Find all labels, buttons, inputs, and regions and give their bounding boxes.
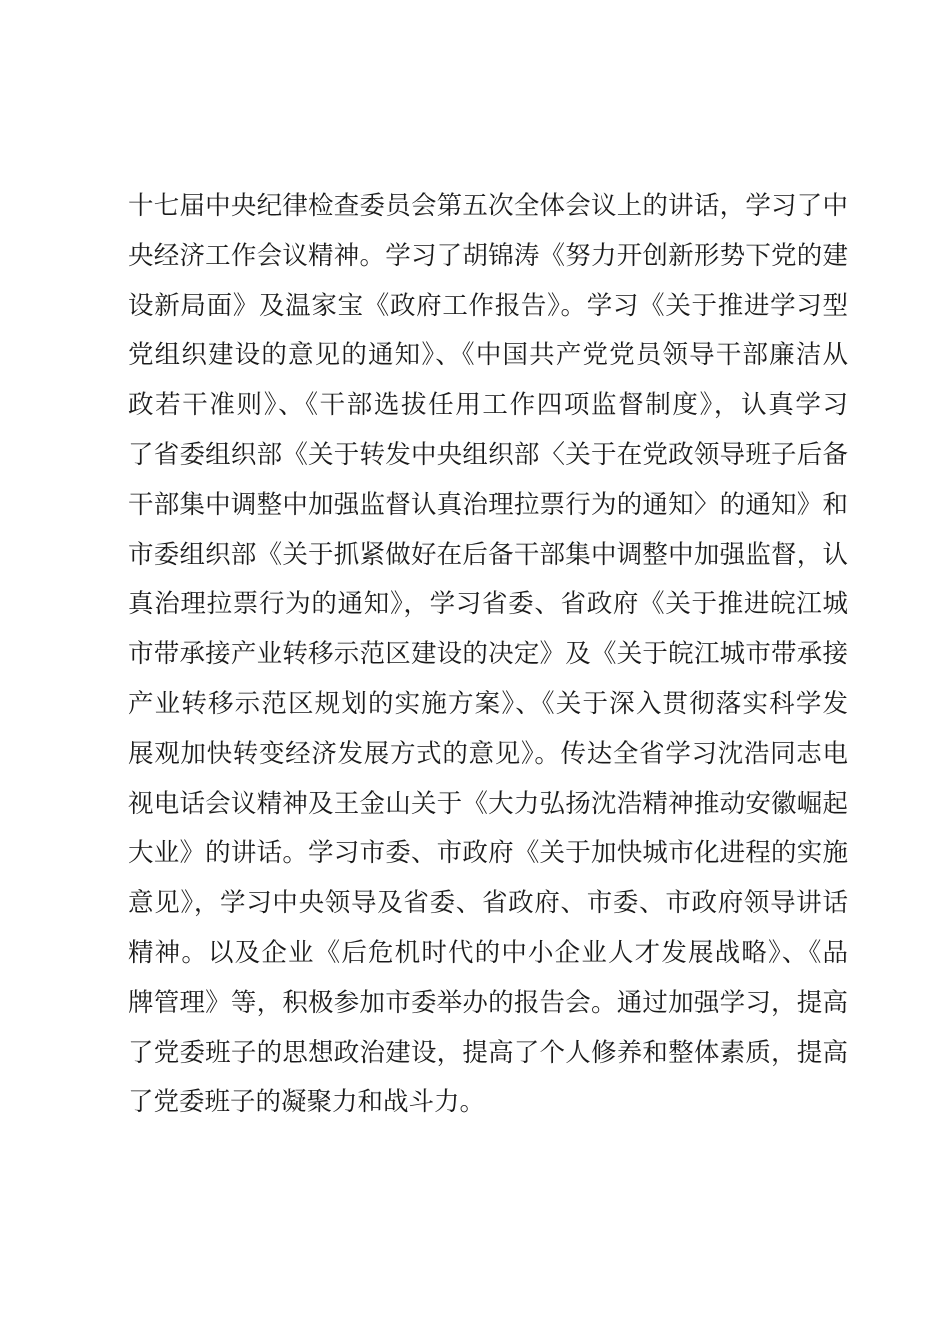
paragraph-line-14: 大业》的讲话。学习市委、市政府《关于加快城市化进程的实施 [128, 838, 848, 869]
paragraph-line-9: 真治理拉票行为的通知》，学习省委、省政府《关于推进皖江城 [128, 589, 848, 620]
paragraph-line-5: 政若干准则》、《干部选拔任用工作四项监督制度》，认真学习 [128, 390, 848, 421]
paragraph-line-1: 十七届中央纪律检查委员会第五次全体会议上的讲话，学习了中 [128, 191, 848, 221]
paragraph-line-18: 了党委班子的思想政治建设，提高了个人修养和整体素质，提高 [128, 1037, 848, 1068]
paragraph-line-15: 意见》，学习中央领导及省委、省政府、市委、市政府领导讲话 [128, 888, 848, 919]
paragraph-line-2: 央经济工作会议精神。学习了胡锦涛《努力开创新形势下党的建 [128, 240, 848, 271]
body-paragraph [128, 182, 848, 1128]
paragraph-line-6: 了省委组织部《关于转发中央组织部〈关于在党政领导班子后备 [128, 439, 848, 470]
paragraph-line-16: 精神。以及企业《后危机时代的中小企业人才发展战略》、《品 [128, 937, 848, 968]
paragraph-line-8: 市委组织部《关于抓紧做好在后备干部集中调整中加强监督，认 [128, 539, 848, 570]
paragraph-line-12: 展观加快转变经济发展方式的意见》。传达全省学习沈浩同志电 [128, 738, 848, 769]
paragraph-line-10: 市带承接产业转移示范区建设的决定》及《关于皖江城市带承接 [128, 639, 848, 670]
paragraph-line-13: 视电话会议精神及王金山关于《大力弘扬沈浩精神推动安徽崛起 [128, 788, 848, 819]
paragraph-line-17: 牌管理》等，积极参加市委举办的报告会。通过加强学习，提高 [128, 987, 848, 1018]
paragraph-line-11: 产业转移示范区规划的实施方案》、《关于深入贯彻落实科学发 [128, 688, 848, 719]
paragraph-line-4: 党组织建设的意见的通知》、《中国共产党党员领导干部廉洁从 [128, 340, 848, 371]
paragraph-line-7: 干部集中调整中加强监督认真治理拉票行为的通知〉的通知》和 [128, 489, 848, 520]
paragraph-line-3: 设新局面》及温家宝《政府工作报告》。学习《关于推进学习型 [128, 290, 848, 321]
paragraph-line-19: 了党委班子的凝聚力和战斗力。 [128, 1087, 486, 1118]
